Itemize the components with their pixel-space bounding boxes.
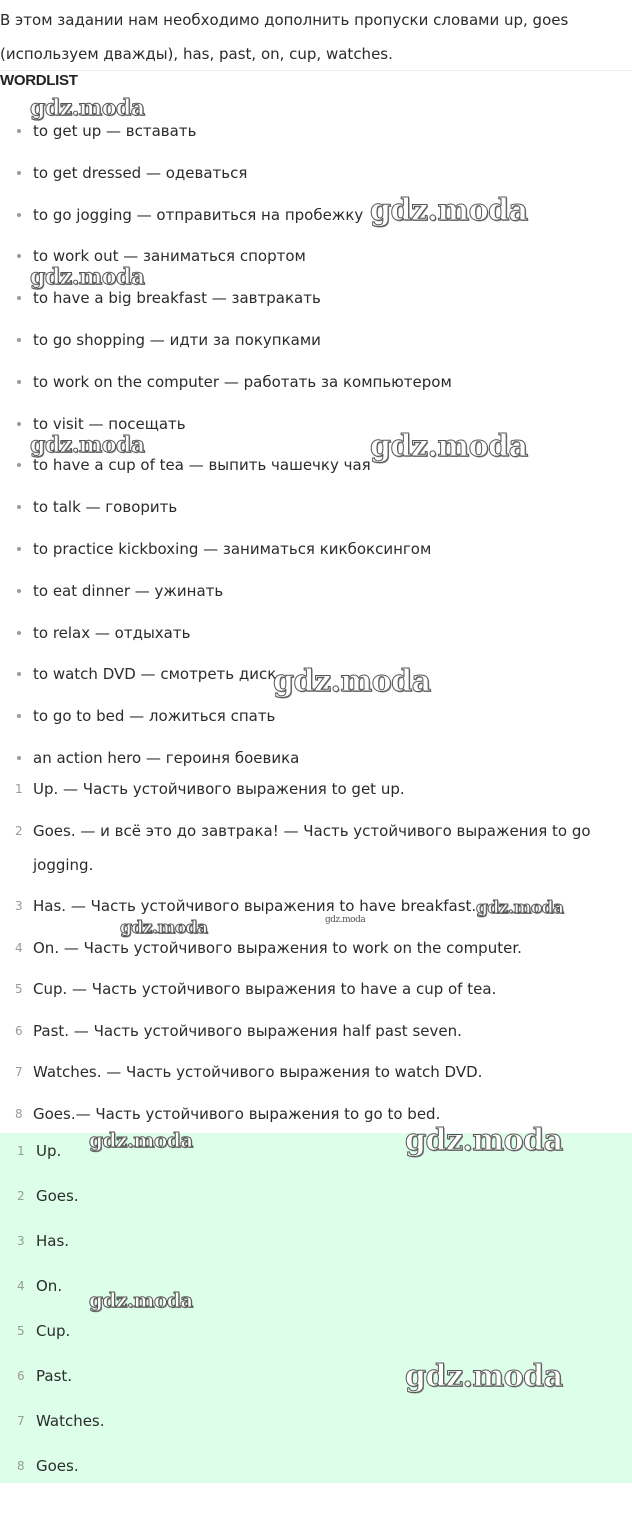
vocabulary-text: to relax — отдыхать: [33, 623, 191, 642]
answer-item: [0, 1448, 632, 1493]
solution-text: On. — Часть устойчивого выражения to work on the computer.: [33, 938, 522, 957]
bullet-icon: [17, 254, 21, 258]
bullet-icon: [17, 589, 21, 593]
solution-item: [0, 772, 632, 806]
vocabulary-text: an action hero — героиня боевика: [33, 748, 300, 767]
vocabulary-item: [0, 361, 632, 403]
watermark: gdz.moda: [370, 193, 528, 228]
vocabulary-text: to talk — говорить: [33, 498, 178, 517]
answer-text: Past.: [36, 1367, 73, 1385]
item-number: 5: [15, 982, 23, 996]
vocabulary-item: [0, 695, 632, 737]
answer-item: [0, 1178, 632, 1223]
solution-list: [0, 772, 632, 1138]
vocabulary-text: to get dressed — одеваться: [33, 163, 248, 182]
item-number: 3: [15, 899, 23, 913]
bullet-icon: [17, 171, 21, 175]
vocabulary-item: [0, 612, 632, 654]
vocabulary-item: [0, 528, 632, 570]
bullet-icon: [17, 547, 21, 551]
bullet-icon: [17, 296, 21, 300]
bullet-icon: [17, 714, 21, 718]
solution-text: Cup. — Часть устойчивого выражения to have a cup of tea.: [33, 980, 497, 998]
answer-item: [0, 1403, 632, 1448]
solution-text: Has. — Часть устойчивого выражения to have breakfast.: [33, 897, 477, 915]
vocabulary-text: to have a big breakfast — завтракать: [33, 289, 321, 308]
watermark: gdz.moda: [370, 429, 528, 464]
solution-text: Up. — Часть устойчивого выражения to get up.: [33, 780, 405, 798]
answer-item: [0, 1223, 632, 1268]
watermark: gdz.moda: [476, 898, 564, 918]
item-number: 6: [15, 1023, 23, 1038]
solution-item: [0, 972, 632, 1006]
bullet-icon: [17, 756, 21, 760]
watermark: gdz.moda: [89, 1128, 193, 1152]
vocabulary-text: to eat dinner — ужинать: [33, 581, 224, 600]
bullet-icon: [17, 129, 21, 133]
item-number: 8: [17, 1459, 25, 1473]
watermark: gdz.moda: [405, 1359, 563, 1394]
vocabulary-item: [0, 570, 632, 612]
item-number: 8: [15, 1106, 23, 1121]
vocabulary-text: to watch DVD — смотреть диск: [33, 665, 277, 684]
watermark: gdz.moda: [30, 432, 145, 458]
answer-item: [0, 1313, 632, 1358]
solution-item: [0, 1055, 632, 1089]
watermark: gdz.moda: [120, 918, 208, 938]
solution-text: Goes.— Часть устойчивого выражения to go to bed.: [33, 1104, 441, 1123]
vocabulary-item: [0, 152, 632, 194]
bullet-icon: [17, 505, 21, 509]
item-number: 7: [15, 1065, 23, 1079]
item-number: 5: [17, 1324, 25, 1338]
solution-text: Past. — Часть устойчивого выражения half past seven.: [33, 1021, 462, 1040]
bullet-icon: [17, 422, 21, 426]
vocabulary-text: to work out — заниматься спортом: [33, 247, 306, 266]
answer-text: Watches.: [36, 1412, 105, 1430]
watermark: gdz.moda: [89, 1288, 193, 1312]
vocabulary-text: to go jogging — отправиться на пробежку: [33, 205, 364, 224]
watermark: gdz.moda: [30, 95, 145, 121]
answer-text: On.: [36, 1277, 63, 1295]
item-number: 1: [15, 782, 23, 796]
bullet-icon: [17, 631, 21, 635]
watermark: gdz.moda: [405, 1123, 563, 1158]
bullet-icon: [17, 338, 21, 342]
vocabulary-item: [0, 319, 632, 361]
vocabulary-item: [0, 486, 632, 528]
bullet-icon: [17, 213, 21, 217]
watermark: gdz.moda: [325, 915, 366, 925]
solution-item: [0, 931, 632, 965]
solution-text: Goes. — и всё это до завтрака! — Часть устойчивого выражения to go jogging.: [33, 821, 591, 874]
vocabulary-text: to visit — посещать: [33, 414, 186, 433]
answer-list: [0, 1133, 632, 1493]
vocabulary-text: to have a cup of tea — выпить чашечку чая: [33, 456, 371, 475]
bullet-icon: [17, 380, 21, 384]
vocabulary-text: to get up — вставать: [33, 122, 197, 140]
vocabulary-text: to go shopping — идти за покупками: [33, 330, 321, 349]
item-number: 2: [15, 823, 23, 838]
item-number: 4: [15, 940, 23, 955]
item-number: 2: [17, 1189, 25, 1203]
task-intro: В этом задании нам необходимо дополнить пропуски словами up, goes (используем дважды), has, past, on, cup, watches.: [0, 11, 569, 63]
watermark: gdz.moda: [30, 264, 145, 290]
bullet-icon: [17, 672, 21, 676]
solution-text: Watches. — Часть устойчивого выражения to watch DVD.: [33, 1063, 483, 1081]
vocabulary-item: [0, 194, 632, 236]
answer-text: Goes.: [36, 1187, 79, 1205]
vocabulary-text: to practice kickboxing — заниматься кикбоксингом: [33, 539, 432, 558]
watermark: gdz.moda: [273, 664, 431, 699]
solution-item: [0, 814, 632, 882]
answer-text: Goes.: [36, 1457, 79, 1475]
answer-text: Cup.: [36, 1322, 71, 1340]
item-number: 4: [17, 1279, 25, 1293]
vocabulary-text: to work on the computer — работать за компьютером: [33, 372, 452, 391]
wordlist-heading: WORDLIST: [0, 72, 78, 89]
item-number: 1: [17, 1144, 25, 1158]
answer-text: Has.: [36, 1232, 70, 1250]
answer-text: Up.: [36, 1142, 62, 1160]
solution-item: [0, 1014, 632, 1048]
bullet-icon: [17, 463, 21, 467]
divider: [0, 70, 632, 71]
item-number: 3: [17, 1234, 25, 1248]
item-number: 7: [17, 1414, 25, 1428]
vocabulary-text: to go to bed — ложиться спать: [33, 707, 276, 726]
item-number: 6: [17, 1369, 25, 1383]
